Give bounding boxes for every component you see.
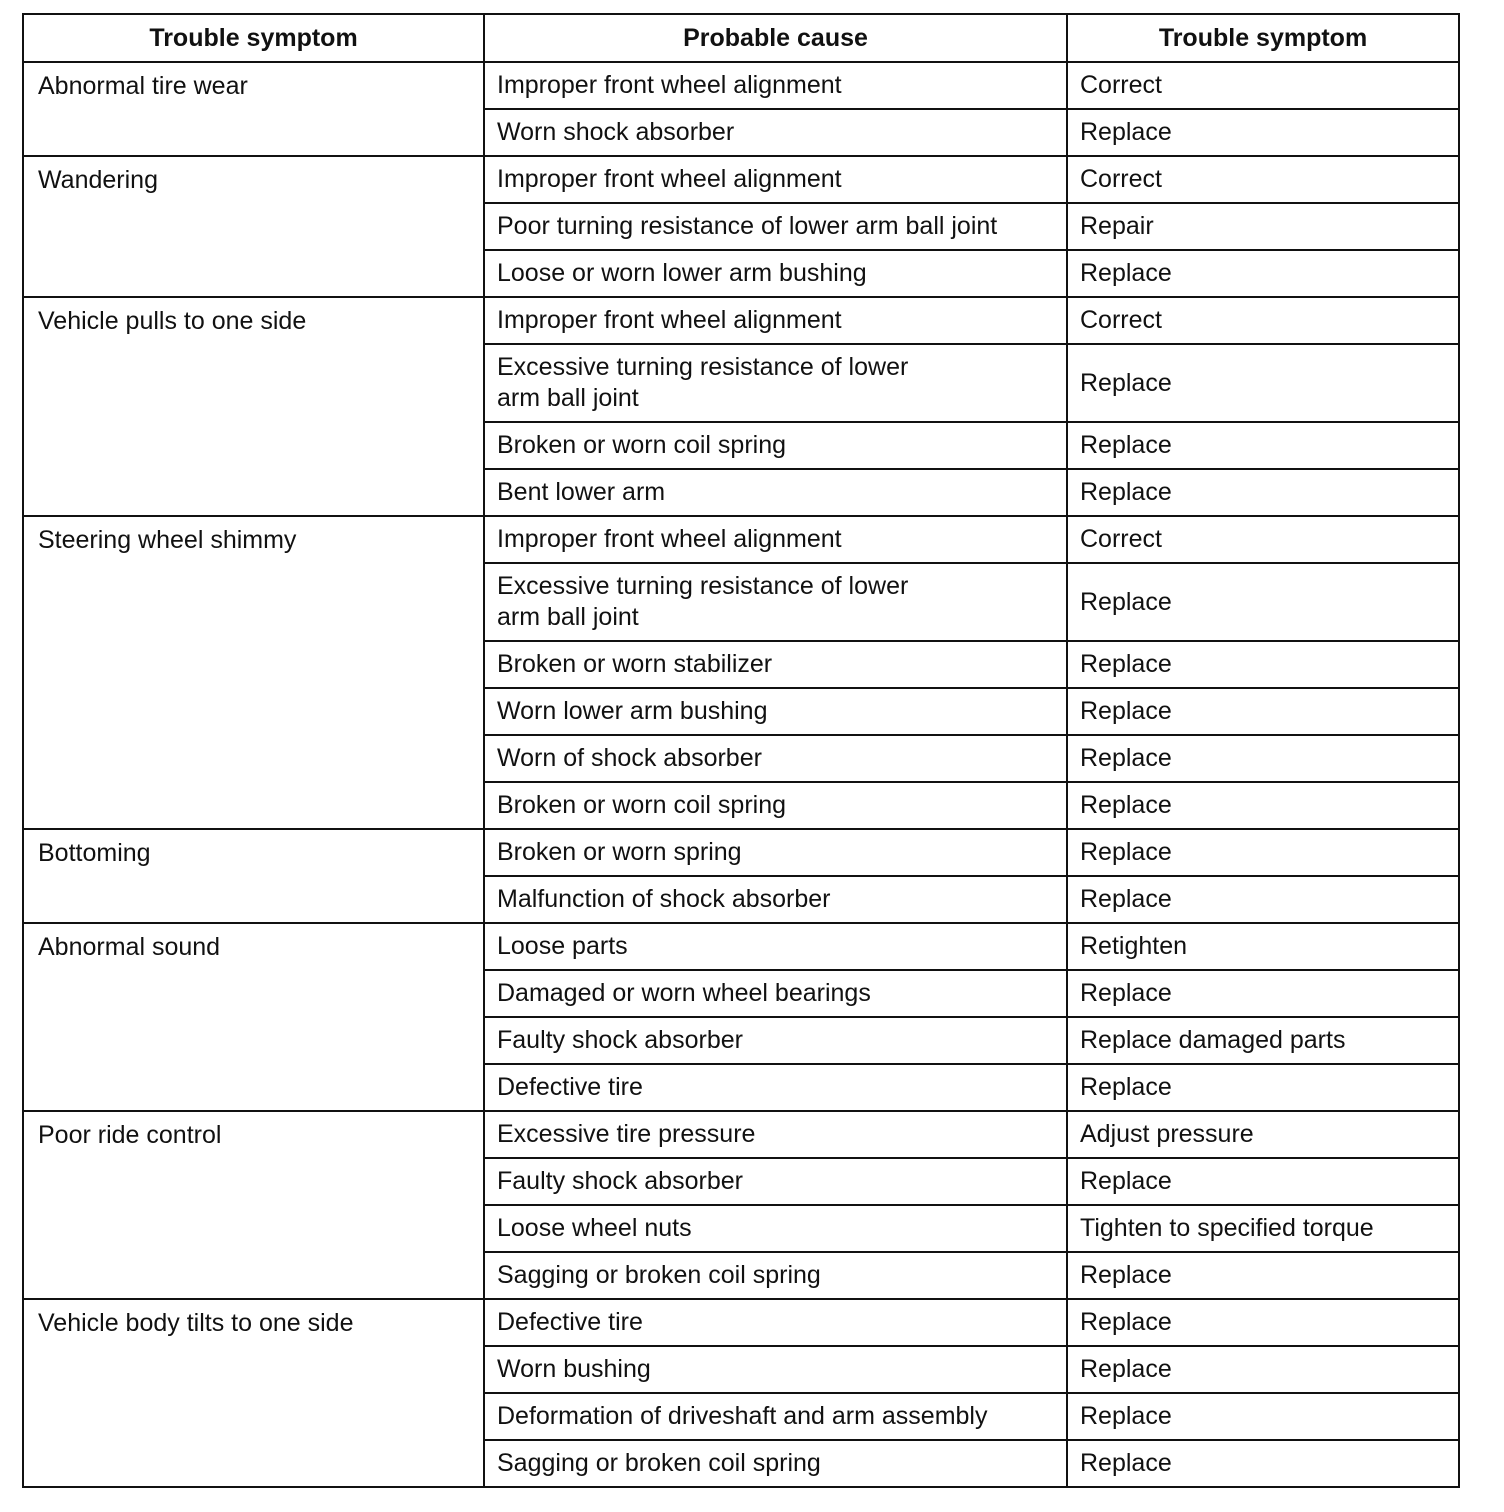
remedy-cell: Replace	[1067, 1158, 1459, 1205]
table-row	[23, 297, 1459, 344]
cause-cell: Excessive turning resistance of lower arm ball joint	[484, 344, 1067, 422]
cause-cell: Broken or worn stabilizer	[484, 641, 1067, 688]
symptom-cell: Wandering	[23, 156, 484, 297]
cause-cell: Worn of shock absorber	[484, 735, 1067, 782]
table-header	[23, 14, 1459, 62]
symptom-cell: Bottoming	[23, 829, 484, 923]
header-row	[23, 14, 1459, 62]
cause-cell: Worn shock absorber	[484, 109, 1067, 156]
cause-cell: Worn bushing	[484, 1346, 1067, 1393]
remedy-cell: Replace	[1067, 970, 1459, 1017]
symptom-cell: Vehicle pulls to one side	[23, 297, 484, 516]
cause-cell: Faulty shock absorber	[484, 1158, 1067, 1205]
remedy-cell: Replace	[1067, 735, 1459, 782]
remedy-cell: Replace	[1067, 250, 1459, 297]
remedy-cell: Replace	[1067, 688, 1459, 735]
remedy-cell: Replace damaged parts	[1067, 1017, 1459, 1064]
table-body	[23, 62, 1459, 1487]
cause-cell: Improper front wheel alignment	[484, 62, 1067, 109]
cause-cell: Sagging or broken coil spring	[484, 1440, 1067, 1487]
symptom-cell: Poor ride control	[23, 1111, 484, 1299]
header-remedy: Trouble symptom	[1067, 14, 1459, 62]
table-row	[23, 156, 1459, 203]
header-probable-cause: Probable cause	[484, 14, 1067, 62]
cause-cell: Defective tire	[484, 1299, 1067, 1346]
remedy-cell: Replace	[1067, 1064, 1459, 1111]
remedy-cell: Replace	[1067, 641, 1459, 688]
cause-cell: Faulty shock absorber	[484, 1017, 1067, 1064]
cause-cell: Poor turning resistance of lower arm ball joint	[484, 203, 1067, 250]
cause-cell: Bent lower arm	[484, 469, 1067, 516]
cause-cell: Damaged or worn wheel bearings	[484, 970, 1067, 1017]
remedy-cell: Replace	[1067, 876, 1459, 923]
cause-cell: Broken or worn coil spring	[484, 422, 1067, 469]
remedy-cell: Correct	[1067, 62, 1459, 109]
cause-cell: Defective tire	[484, 1064, 1067, 1111]
cause-cell: Broken or worn spring	[484, 829, 1067, 876]
table-row	[23, 516, 1459, 563]
header-trouble-symptom: Trouble symptom	[23, 14, 484, 62]
cause-cell: Excessive turning resistance of lower arm ball joint	[484, 563, 1067, 641]
remedy-cell: Tighten to specified torque	[1067, 1205, 1459, 1252]
remedy-cell: Replace	[1067, 563, 1459, 641]
remedy-cell: Adjust pressure	[1067, 1111, 1459, 1158]
symptom-cell: Vehicle body tilts to one side	[23, 1299, 484, 1487]
cause-cell: Improper front wheel alignment	[484, 297, 1067, 344]
remedy-cell: Replace	[1067, 1252, 1459, 1299]
symptom-cell: Abnormal sound	[23, 923, 484, 1111]
cause-cell: Excessive tire pressure	[484, 1111, 1067, 1158]
cause-cell: Improper front wheel alignment	[484, 156, 1067, 203]
symptom-cell: Abnormal tire wear	[23, 62, 484, 156]
remedy-cell: Replace	[1067, 344, 1459, 422]
cause-cell: Broken or worn coil spring	[484, 782, 1067, 829]
remedy-cell: Repair	[1067, 203, 1459, 250]
cause-cell: Malfunction of shock absorber	[484, 876, 1067, 923]
troubleshooting-table	[22, 13, 1460, 1488]
remedy-cell: Replace	[1067, 469, 1459, 516]
remedy-cell: Replace	[1067, 782, 1459, 829]
cause-cell: Worn lower arm bushing	[484, 688, 1067, 735]
cause-cell: Improper front wheel alignment	[484, 516, 1067, 563]
cause-cell: Loose wheel nuts	[484, 1205, 1067, 1252]
table-row	[23, 1111, 1459, 1158]
cause-cell: Deformation of driveshaft and arm assembly	[484, 1393, 1067, 1440]
remedy-cell: Replace	[1067, 829, 1459, 876]
remedy-cell: Replace	[1067, 1440, 1459, 1487]
remedy-cell: Replace	[1067, 1299, 1459, 1346]
remedy-cell: Correct	[1067, 516, 1459, 563]
remedy-cell: Replace	[1067, 1393, 1459, 1440]
cause-cell: Loose or worn lower arm bushing	[484, 250, 1067, 297]
table-row	[23, 1299, 1459, 1346]
table-row	[23, 62, 1459, 109]
remedy-cell: Correct	[1067, 156, 1459, 203]
table-row	[23, 829, 1459, 876]
remedy-cell: Correct	[1067, 297, 1459, 344]
symptom-cell: Steering wheel shimmy	[23, 516, 484, 829]
remedy-cell: Replace	[1067, 422, 1459, 469]
remedy-cell: Replace	[1067, 109, 1459, 156]
cause-cell: Sagging or broken coil spring	[484, 1252, 1067, 1299]
remedy-cell: Replace	[1067, 1346, 1459, 1393]
remedy-cell: Retighten	[1067, 923, 1459, 970]
table-row	[23, 923, 1459, 970]
cause-cell: Loose parts	[484, 923, 1067, 970]
